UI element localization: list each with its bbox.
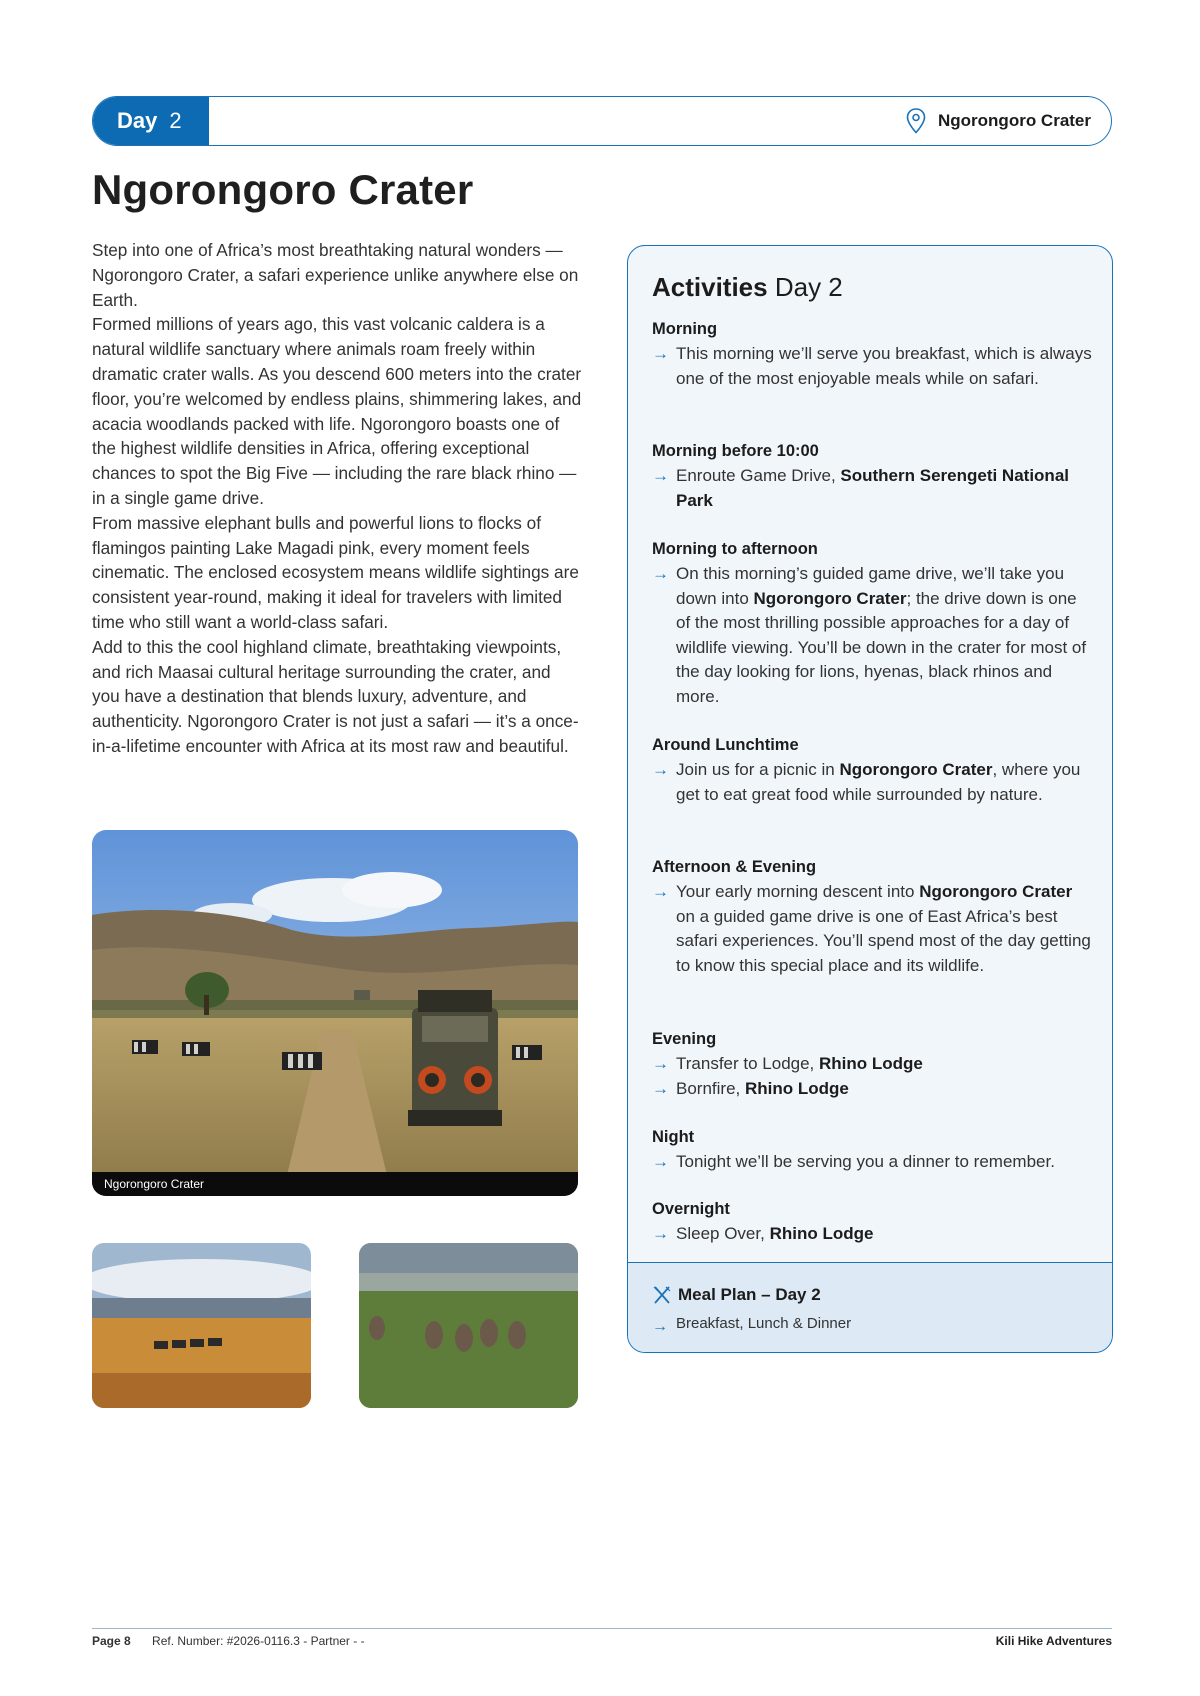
arrow-right-icon: →: [652, 760, 669, 779]
arrow-right-icon: →: [652, 1318, 668, 1335]
activity-block: [652, 442, 1092, 513]
intro-paragraph: Add to this the cool highland climate, breathtaking viewpoints, and rich Maasai cultural heritage surrounding the crater, and you have a destination that blends luxury, adventure, and authenticity. Ngorongoro Crater is not just a safari — it’s a once-in-a-lifetime encounter with Africa at its most raw and beautiful.: [92, 636, 579, 756]
footer-left: [92, 1634, 365, 1648]
activity-heading: Morning: [652, 320, 718, 338]
activity-item: [652, 464, 1092, 513]
meal-plan: [628, 1262, 1112, 1352]
arrow-right-icon: →: [652, 1078, 669, 1098]
reference-number: Ref. Number: #2026-0116.3 - Partner - -: [152, 1634, 365, 1648]
activities-title: [652, 272, 843, 303]
day-number: 2: [169, 108, 182, 133]
activity-heading: Evening: [652, 1030, 717, 1048]
vultures-photo: [359, 1243, 578, 1408]
activity-text: Tonight we’ll be serving you a dinner to remember.: [676, 1152, 1055, 1171]
activity-block: [652, 736, 1092, 807]
intro-paragraph: Formed millions of years ago, this vast volcanic caldera is a natural wildlife sanctuary where animals roam freely within dramatic crater walls. As you descend 600 meters into the crater floor, you’re welcomed by endless plains, shimmering lakes, and acacia woodlands packed with life. Ngorongoro boasts one of the highest wildlife densities in Africa, offering exceptional chances to spot the Big Five — including the rare black rhino — in a single game drive.: [92, 314, 582, 508]
activity-text: Bornfire, Rhino Lodge: [676, 1078, 849, 1098]
activity-text: Your early morning descent into Ngorongoro Crater on a guided game drive is one of East Africa’s best safari experiences. You’ll spend most of the day getting to know this special place and its wildlife.: [676, 882, 1091, 975]
arrow-right-icon: →: [652, 1054, 669, 1073]
activity-item: [652, 562, 1092, 710]
activity-item: [652, 880, 1092, 978]
arrow-right-icon: →: [652, 882, 669, 901]
activity-text: Transfer to Lodge, Rhino Lodge: [676, 1054, 923, 1073]
activity-text: Enroute Game Drive, Southern Serengeti National Park: [676, 466, 1069, 510]
activity-text: On this morning’s guided game drive, we’ll take you down into Ngorongoro Crater; the drive down is one of the most thrilling possible approaches for a day of wildlife viewing. You’ll be down in the crater for most of the day looking for lions, hyenas, black rhinos and more.: [676, 564, 1087, 706]
activity-item: [652, 1150, 1092, 1175]
activity-text: Sleep Over, Rhino Lodge: [676, 1224, 874, 1243]
activity-heading: Night: [652, 1128, 695, 1146]
arrow-right-icon: →: [652, 1224, 669, 1243]
activity-item: [652, 1077, 1092, 1102]
header-location-text: Ngorongoro Crater: [938, 111, 1091, 130]
activity-text: This morning we’ll serve you breakfast, which is always one of the most enjoyable meals while on safari.: [676, 344, 1092, 388]
activity-item: [652, 342, 1092, 391]
meal-plan-line: [652, 1315, 851, 1340]
activity-text: Join us for a picnic in Ngorongoro Crater, where you get to eat great food while surrounded by nature.: [676, 760, 1081, 804]
activities-title-day: Day 2: [774, 272, 843, 302]
intro-text: [92, 238, 582, 759]
cutlery-icon: [652, 1285, 672, 1305]
activity-block: [652, 1030, 1092, 1101]
arrow-right-icon: →: [652, 1152, 669, 1171]
company-name: Kili Hike Adventures: [995, 1634, 1112, 1648]
activity-item: [652, 1222, 1092, 1247]
safari-scene-illustration: [92, 830, 578, 1196]
arrow-right-icon: →: [652, 466, 669, 485]
zebra-plain-photo: [92, 1243, 311, 1408]
meal-plan-meals: Breakfast, Lunch & Dinner: [676, 1315, 852, 1332]
activity-heading: Around Lunchtime: [652, 736, 799, 754]
day-label: Day: [117, 108, 158, 133]
activity-block: [652, 540, 1092, 710]
activity-block: [652, 1200, 1092, 1247]
meal-plan-title-text: Meal Plan – Day 2: [678, 1285, 821, 1304]
map-pin-icon: [906, 108, 926, 134]
hero-caption: Ngorongoro Crater: [92, 1172, 578, 1196]
day-tab: [93, 97, 209, 145]
activity-heading: Morning to afternoon: [652, 540, 818, 558]
page-number: Page 8: [92, 1634, 131, 1648]
activities-panel: [627, 245, 1113, 1353]
activities-title-bold: Activities: [652, 272, 768, 302]
activity-block: [652, 1128, 1092, 1175]
footer-divider: [92, 1628, 1112, 1629]
meal-plan-title: [652, 1285, 821, 1305]
activity-heading: Afternoon & Evening: [652, 858, 817, 876]
activity-block: [652, 858, 1092, 978]
hero-photo: [92, 830, 578, 1196]
activity-heading: Morning before 10:00: [652, 442, 819, 460]
activity-heading: Overnight: [652, 1200, 730, 1218]
intro-paragraph: Step into one of Africa’s most breathtaking natural wonders — Ngorongoro Crater, a safari experience unlike anywhere else on Earth.: [92, 240, 579, 310]
activity-item: [652, 1052, 1092, 1077]
arrow-right-icon: →: [652, 344, 669, 363]
arrow-right-icon: →: [652, 564, 669, 583]
day-header-bar: [92, 96, 1112, 146]
activity-block: [652, 320, 1092, 391]
page-title: Ngorongoro Crater: [92, 166, 474, 213]
intro-paragraph: From massive elephant bulls and powerful lions to flocks of flamingos painting Lake Magadi pink, every moment feels cinematic. The enclosed ecosystem means wildlife sightings are consistent year-round, making it ideal for travelers with limited time who still want a world-class safari.: [92, 512, 579, 632]
activity-item: [652, 758, 1092, 807]
header-location: [906, 108, 1091, 134]
